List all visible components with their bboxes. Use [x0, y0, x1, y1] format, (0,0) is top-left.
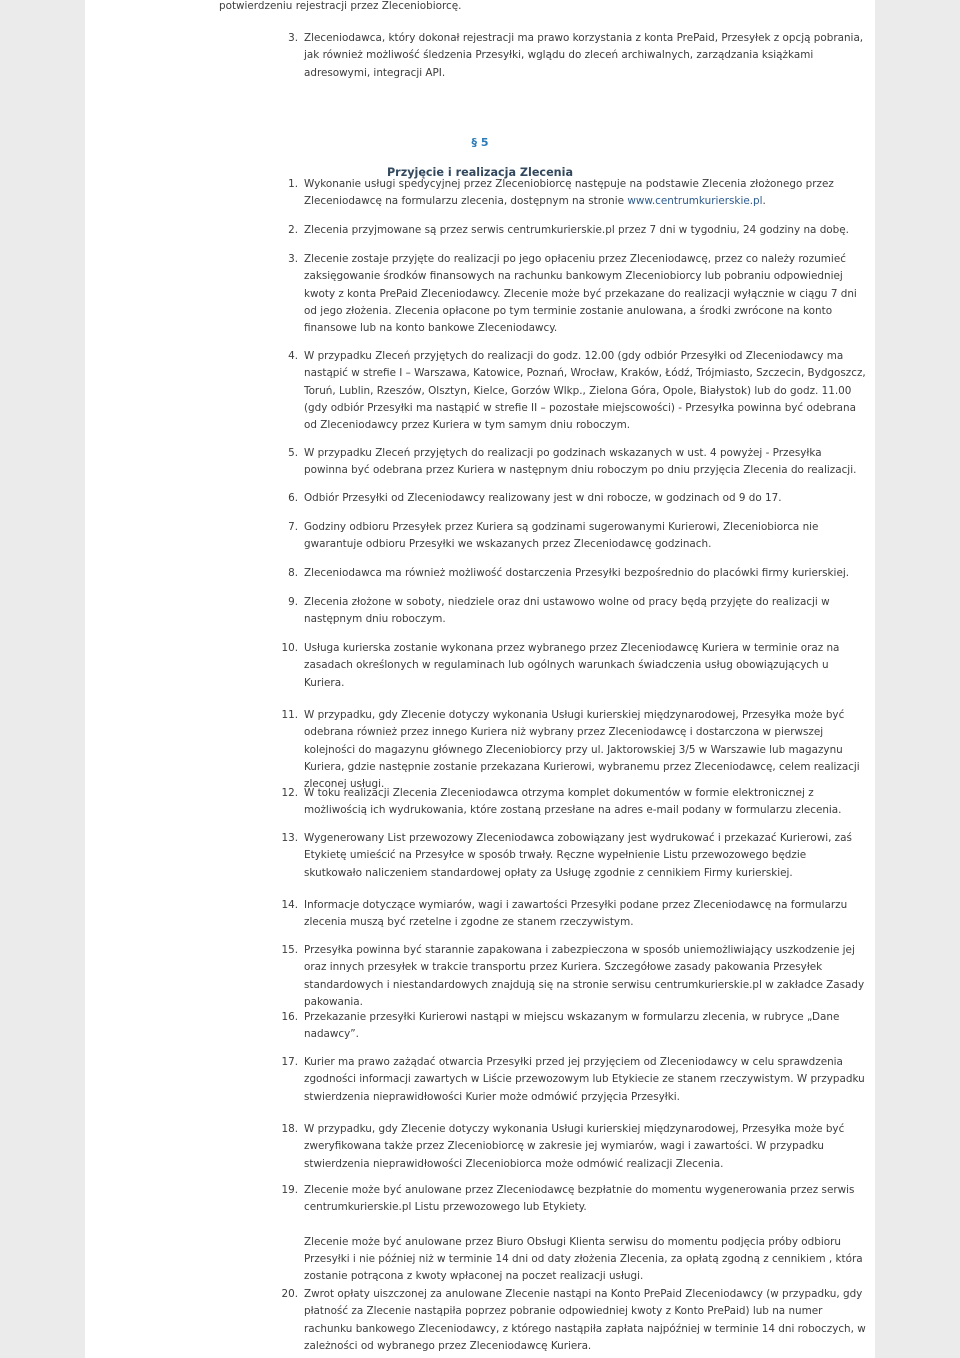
list-item — [85, 348, 875, 434]
list-item-body: Przesyłka powinna być starannie zapakowana i zabezpieczona w sposób uniemożliwiający uszkodzenie jej oraz innych przesyłek w trakcie transportu przez Kuriera. Szczegółowe zasady pakowania Przesyłek standardowych i niestandardowych znajdują się na stronie serwisu centrumkurierskie.pl w zakładce Zasady pakowania. — [304, 944, 865, 1008]
list-item-text — [304, 490, 866, 507]
list-item-text — [304, 1182, 866, 1217]
list-item-number: 5. — [288, 447, 298, 459]
list-item-number: 1. — [288, 178, 298, 190]
list-item-text — [304, 1054, 866, 1106]
list-item-number: 14. — [281, 899, 298, 911]
list-item-extra-paragraph: Zlecenie może być anulowane przez Biuro Obsługi Klienta serwisu do momentu podjęcia próby odbioru Przesyłki i nie później niż w terminie 14 dni od daty złożenia Zlecenia, za opłatą zgodną z cennikiem , która zostanie potrącona z kwoty wpłaconej na poczet realizacji usługi. — [304, 1235, 863, 1283]
list-item-number: 6. — [288, 492, 298, 504]
list-item-text — [304, 897, 866, 932]
section-mark — [85, 136, 875, 149]
list-item-body: Zlecenie zostaje przyjęte do realizacji po jego opłaceniu przez Zleceniodawcę, przez co należy rozumieć zaksięgowanie środków finansowych na rachunku bankowym Zleceniobiorcy lub pobraniu odpowiedniej kwoty z konta PrePaid Zleceniodawcy. Zlecenie może być przekazane do realizacji wyłącznie w ciągu 7 dni od jego złożenia. Zlecenia opłacone po tym terminie zostanie anulowana, a środki zwrócone na konto finansowe lub na konto bankowe Zleceniodawcy. — [304, 253, 857, 335]
list-item-text — [304, 445, 866, 480]
list-item-text — [304, 348, 866, 434]
section-number: § 5 — [471, 136, 489, 149]
list-item — [85, 565, 875, 582]
list-item-body: Zlecenia złożone w soboty, niedziele oraz dni ustawowo wolne od pracy będą przyjęte do realizacji w następnym dniu roboczym. — [304, 596, 830, 626]
list-item-body: Zleceniodawca ma również możliwość dostarczenia Przesyłki bezpośrednio do placówki firmy kurierskiej. — [304, 567, 850, 579]
list-item-number: 3. — [288, 32, 298, 44]
list-item — [85, 176, 875, 211]
intro-tail-text: potwierdzeniu rejestracji przez Zleceniobiorcę. — [219, 0, 462, 12]
list-item — [85, 942, 875, 1011]
list-item-trailing: . — [762, 195, 766, 208]
list-item-body: Usługa kurierska zostanie wykonana przez wybranego przez Zleceniodawcę Kuriera w terminie oraz na zasadach określonych w regulaminach lub ogólnych warunkach świadczenia usług obowiązujących u Kuriera. — [304, 642, 840, 689]
section-title: Przyjęcie i realizacja Zlecenia — [386, 166, 574, 179]
list-item-body: W przypadku Zleceń przyjętych do realizacji po godzinach wskazanych w ust. 4 powyżej - Przesyłka powinna być odebrana przez Kuriera w następnym dniu roboczym po dniu przyjęcia Zlecenia do realizacji. — [304, 447, 857, 477]
list-item-number: 13. — [281, 832, 298, 844]
list-item-text: Zleceniodawca, który dokonał rejestracji ma prawo korzystania z konta PrePaid, Przesyłek z opcją pobrania, jak również możliwość śledzenia Przesyłki, wglądu do zleceń archiwalnych, zarządzania książkami adresowymi, integracji API. — [304, 32, 864, 79]
list-item-number: 17. — [281, 1056, 298, 1068]
list-item-body: Przekazanie przesyłki Kurierowi nastąpi w miejscu wskazanym w formularzu zlecenia, w rubryce „Dane nadawcy”. — [304, 1011, 840, 1041]
list-item-text — [304, 707, 866, 793]
list-item-number: 16. — [281, 1011, 298, 1023]
list-item-body: Zwrot opłaty uiszczonej za anulowane Zlecenie nastąpi na Konto PrePaid Zleceniodawcy (w przypadku, gdy płatność za Zlecenie nastąpiła poprzez pobranie odpowiedniej kwoty z Konto PrePaid) lub na numer rachunku bankowego Zleceniodawcy, z którego nastąpiła zapłata najpóźniej w terminie 14 dni roboczych, w zależności od wybranego przez Zleceniodawcę Kuriera. — [304, 1288, 866, 1352]
list-item-text — [304, 176, 866, 211]
list-item-body: W toku realizacji Zlecenia Zleceniodawca otrzyma komplet dokumentów w formie elektronicznej z możliwością ich wydrukowania, które zostaną przesłane na adres e-mail podany w formularzu zlecenia. — [304, 787, 842, 817]
list-item — [85, 1286, 875, 1355]
list-item-number: 18. — [281, 1123, 298, 1135]
list-item — [85, 251, 875, 337]
list-item-number: 10. — [281, 642, 298, 654]
list-item-text — [304, 830, 866, 882]
list-item-body: Informacje dotyczące wymiarów, wagi i zawartości Przesyłki podane przez Zleceniodawcę na formularzu zlecenia muszą być rzetelne i zgodne ze stanem rzeczywistym. — [304, 899, 848, 929]
list-item-number: 15. — [281, 944, 298, 956]
list-item — [85, 490, 875, 507]
list-item — [85, 222, 875, 239]
list-item-body: Kurier ma prawo zażądać otwarcia Przesyłki przed jej przyjęciem od Zleceniodawcy w celu sprawdzenia zgodności informacji zawartych w Liście przewozowym lub Etykiecie ze stanem rzeczywistym. W przypadku stwierdzenia nieprawidłowości Kurier może odmówić przyjęcia Przesyłki. — [304, 1056, 865, 1103]
website-link[interactable]: www.centrumkurierskie.pl — [627, 195, 763, 208]
list-item-text — [304, 1009, 866, 1044]
list-item-text — [304, 785, 866, 820]
list-item — [85, 1182, 875, 1285]
list-item-number: 19. — [281, 1184, 298, 1196]
list-item — [85, 785, 875, 820]
list-item-number: 20. — [281, 1288, 298, 1300]
list-item-body: W przypadku, gdy Zlecenie dotyczy wykonania Usługi kurierskiej międzynarodowej, Przesyłka może być odebrana również przez innego Kuriera niż wybrany przez Zleceniodawcę i dostarczona w pierwszej kolejności do magazynu głównego Zleceniobiorcy przy ul. Jaktorowskiej 3/5 w Warszawie lub magazynu Kuriera, gdzie następnie zostanie przekazana Kurierowi, wybranemu przez Zleceniodawcę, celem realizacji zleconej usługi. — [304, 709, 860, 791]
list-item-text — [304, 251, 866, 337]
list-item — [85, 897, 875, 932]
list-item — [85, 640, 875, 692]
list-item-text — [304, 640, 866, 692]
list-item — [85, 519, 875, 554]
list-item-body: W przypadku, gdy Zlecenie dotyczy wykonania Usługi kurierskiej międzynarodowej, Przesyłka może być zweryfikowana także przez Zleceniobiorcę w zakresie jej wymiarów, wagi i zawartości. W przypadku stwierdzenia nieprawidłowości Zleceniobiorca może odmówić realizacji Zlecenia. — [304, 1123, 845, 1170]
list-item-text — [304, 1286, 866, 1355]
list-item-number: 9. — [288, 596, 298, 608]
list-item — [85, 594, 875, 629]
list-item-text — [304, 222, 866, 239]
list-item-body: Odbiór Przesyłki od Zleceniodawcy realizowany jest w dni robocze, w godzinach od 9 do 17. — [304, 492, 782, 504]
list-item-body: Zlecenie może być anulowane przez Zleceniodawcę bezpłatnie do momentu wygenerowania przez serwis centrumkurierskie.pl Listu przewozowego lub Etykiety. — [304, 1184, 855, 1214]
list-item-number: 3. — [288, 253, 298, 265]
list-item-text — [304, 519, 866, 554]
list-item — [85, 1009, 875, 1044]
previous-section — [85, 30, 875, 179]
list-item-number: 8. — [288, 567, 298, 579]
list-item-number: 11. — [281, 709, 298, 721]
list-item-body: W przypadku Zleceń przyjętych do realizacji do godz. 12.00 (gdy odbiór Przesyłki od Zleceniodawcy ma nastąpić w strefie I – Warszawa, Katowice, Poznań, Wrocław, Kraków, Łódź, Trójmiasto, Szczecin, Bydgoszcz, Toruń, Lublin, Rzeszów, Olsztyn, Kielce, Gorzów Wlkp., Zielona Góra, Opole, Białystok) lub do godz. 11.00 (gdy odbiór Przesyłki ma nastąpić w strefie II – pozostałe miejscowości) - Przesyłka powinna być odebrana od Zleceniodawcy przez Kuriera w tym samym dniu roboczym. — [304, 350, 866, 432]
list-item — [85, 707, 875, 793]
list-item-number: 12. — [281, 787, 298, 799]
list-item — [85, 830, 875, 882]
list-item-text — [304, 942, 866, 1011]
list-item — [85, 445, 875, 480]
list-item-text — [304, 1121, 866, 1173]
list-item-prev-3 — [85, 30, 875, 82]
list-item-number: 7. — [288, 521, 298, 533]
list-item-body: Zlecenia przyjmowane są przez serwis centrumkurierskie.pl przez 7 dni w tygodniu, 24 godziny na dobę. — [304, 224, 849, 236]
list-item-text — [304, 594, 866, 629]
list-item-body: Wygenerowany List przewozowy Zleceniodawca zobowiązany jest wydrukować i przekazać Kurierowi, zaś Etykietę umieścić na Przesyłce w sposób trwały. Ręczne wypełnienie Listu przewozowego będzie skutkowało naliczeniem standardowej opłaty za Usługę zgodnie z cennikiem Firmy kurierskiej. — [304, 832, 852, 879]
list-item-text — [304, 565, 866, 582]
list-item — [85, 1121, 875, 1173]
list-item-number: 2. — [288, 224, 298, 236]
list-item-body: Wykonanie usługi spedycyjnej przez Zleceniobiorcę następuje na podstawie Zlecenia złożonego przez Zleceniodawcę na formularzu zlecenia, dostępnym na stronie — [304, 178, 834, 208]
list-item-body: Godziny odbioru Przesyłek przez Kuriera są godzinami sugerowanymi Kurierowi, Zleceniobiorca nie gwarantuje odbioru Przesyłki we wskazanych przez Zleceniodawcę godzinach. — [304, 521, 819, 551]
list-item — [85, 1054, 875, 1106]
list-item-number: 4. — [288, 350, 298, 362]
